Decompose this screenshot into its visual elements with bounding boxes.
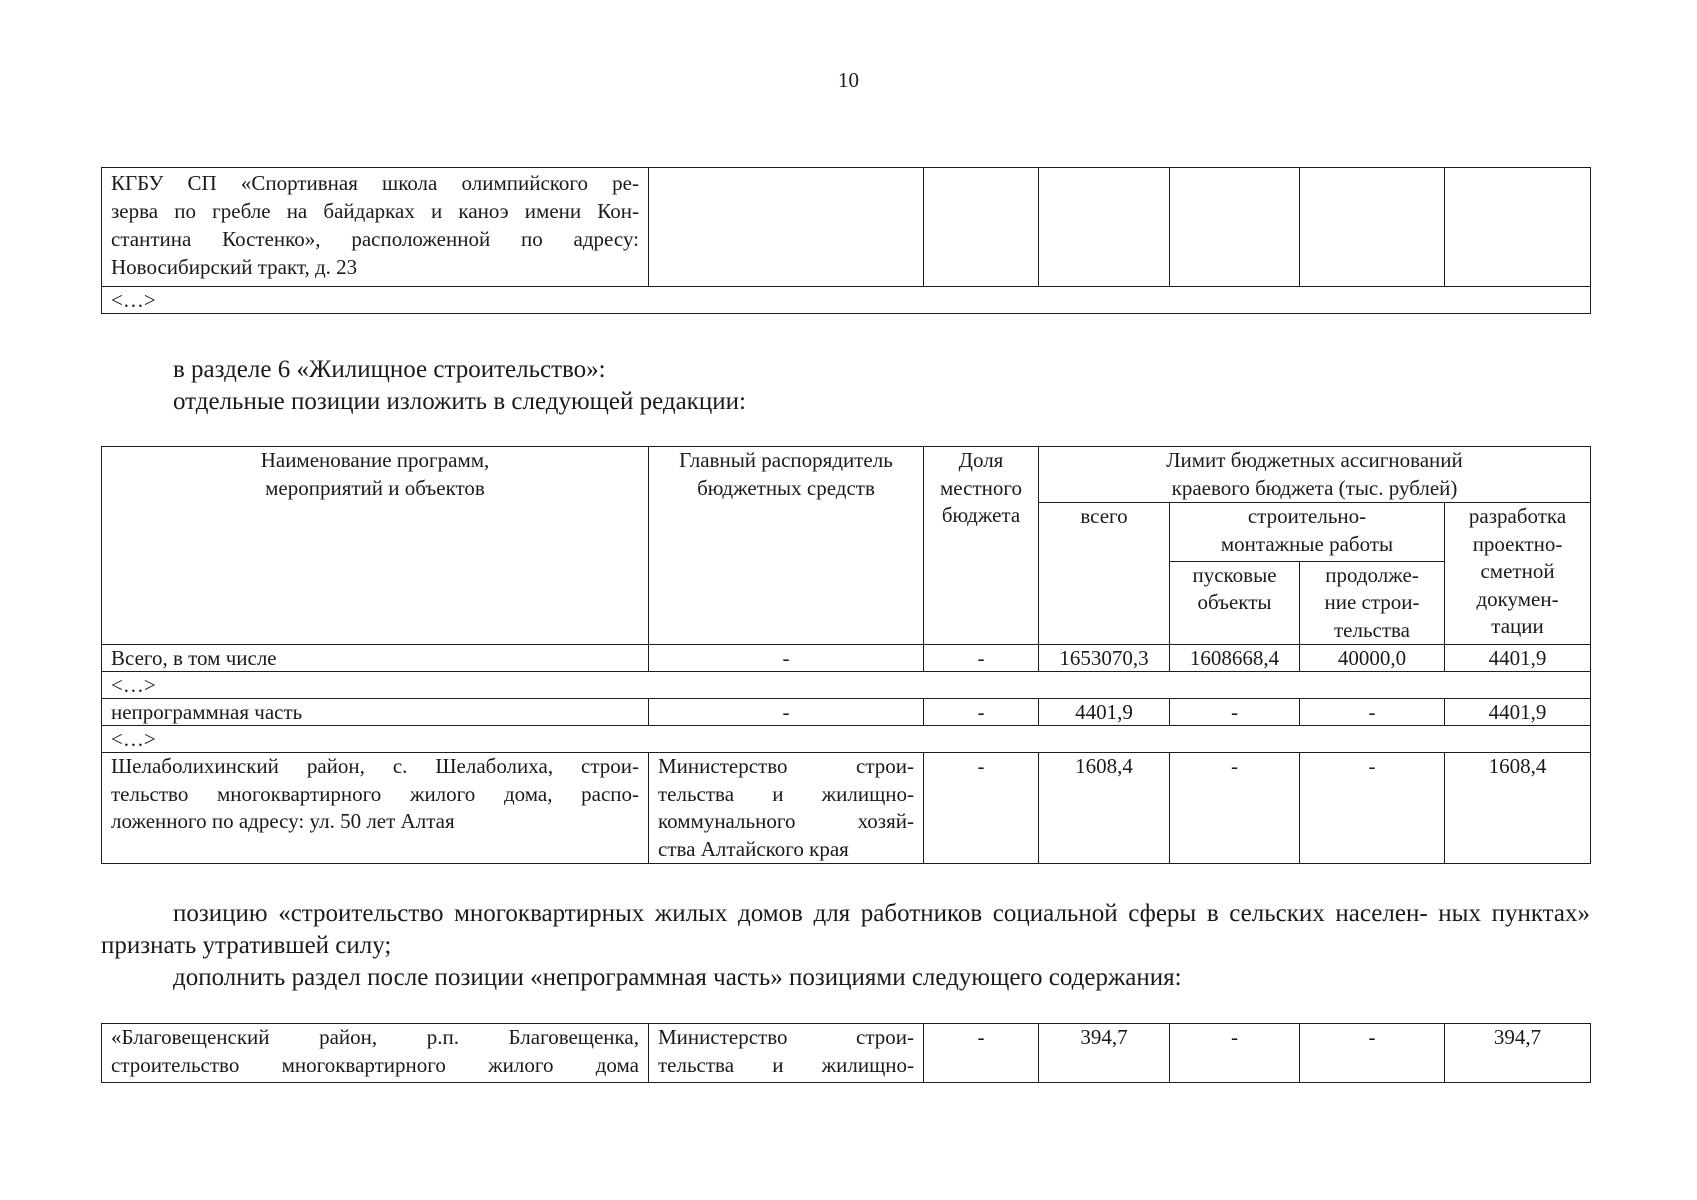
header-line: бюджетных средств bbox=[697, 475, 875, 500]
header-line: разработка bbox=[1468, 504, 1567, 528]
header-line: продолже- bbox=[1325, 562, 1419, 587]
empty-cell bbox=[649, 168, 924, 287]
row-total: 1653070,3 bbox=[1039, 645, 1170, 672]
row-local: - bbox=[924, 699, 1039, 726]
row-local: - bbox=[924, 753, 1039, 864]
table-row bbox=[102, 699, 1591, 726]
header-line: Наименование программ, bbox=[260, 448, 490, 472]
header-line: краевого бюджета (тыс. рублей) bbox=[1171, 475, 1458, 500]
header-continuation bbox=[1300, 561, 1445, 645]
distributor-line: тельства и жилищно- bbox=[658, 781, 914, 806]
distributor-line: тельства и жилищно- bbox=[658, 1052, 914, 1077]
row-launch: - bbox=[1170, 1024, 1300, 1083]
object-name-line: зерва по гребле на байдарках и каноэ имени Кон- bbox=[111, 199, 639, 223]
table-row bbox=[102, 168, 1591, 287]
row-name: Всего, в том числе bbox=[102, 645, 649, 672]
empty-cell bbox=[1445, 168, 1591, 287]
row-launch: - bbox=[1170, 699, 1300, 726]
header-line: монтажные работы bbox=[1220, 531, 1394, 556]
row-name-line: ложенного по адресу: ул. 50 лет Алтая bbox=[111, 809, 455, 833]
object-name-line: Новосибирский тракт, д. 23 bbox=[111, 255, 358, 279]
header-line: тации bbox=[1491, 614, 1544, 638]
header-line: проектно- bbox=[1472, 531, 1563, 556]
empty-cell bbox=[1039, 168, 1170, 287]
object-name-line: КГБУ СП «Спортивная школа олимпийского ре- bbox=[111, 171, 639, 195]
ellipsis-cell: <…> bbox=[102, 726, 1591, 753]
header-distributor bbox=[649, 447, 924, 645]
row-launch: 1608668,4 bbox=[1170, 645, 1300, 672]
row-distributor: - bbox=[649, 645, 924, 672]
row-distributor: - bbox=[649, 699, 924, 726]
header-line: Лимит бюджетных ассигнований bbox=[1166, 448, 1463, 472]
header-line: пусковые bbox=[1192, 562, 1277, 587]
position-line: позицию «строительство многоквартирных жилых домов для работников социальной сферы в сельских населен- bbox=[173, 900, 1428, 927]
header-name bbox=[102, 447, 649, 645]
blagoveshchensk-table bbox=[101, 1023, 1591, 1083]
row-name: непрограммная часть bbox=[102, 699, 649, 726]
empty-cell bbox=[1170, 168, 1300, 287]
object-name-cell bbox=[102, 168, 649, 287]
header-total: всего bbox=[1039, 503, 1170, 645]
empty-cell bbox=[1300, 168, 1445, 287]
section-heading: в разделе 6 «Жилищное строительство»: bbox=[173, 356, 606, 383]
header-line: сметной bbox=[1480, 559, 1555, 583]
table-row bbox=[102, 645, 1591, 672]
header-limit bbox=[1039, 447, 1591, 503]
row-design: 4401,9 bbox=[1445, 699, 1591, 726]
row-name bbox=[102, 1024, 649, 1083]
table-row bbox=[102, 726, 1591, 753]
header-line: докумен- bbox=[1476, 586, 1559, 611]
row-design: 1608,4 bbox=[1445, 753, 1591, 864]
header-line: Главный распорядитель bbox=[679, 448, 893, 472]
page-number: 10 bbox=[838, 68, 859, 92]
add-instruction: дополнить раздел после позиции «непрограммная часть» позициями следующего содержания: bbox=[173, 964, 1182, 991]
housing-construction-table bbox=[101, 446, 1591, 864]
row-launch: - bbox=[1170, 753, 1300, 864]
header-line: бюджета bbox=[941, 503, 1021, 527]
header-line: тельства bbox=[1333, 617, 1410, 642]
header-construction bbox=[1170, 503, 1445, 562]
header-line: местного bbox=[940, 475, 1022, 500]
row-design: 394,7 bbox=[1445, 1024, 1591, 1083]
row-name-line: «Благовещенский район, р.п. Благовещенка, bbox=[111, 1025, 639, 1049]
row-distributor bbox=[649, 753, 924, 864]
instruction-text: отдельные позиции изложить в следующей редакции: bbox=[173, 388, 746, 415]
table-row bbox=[102, 287, 1591, 314]
row-continuation: - bbox=[1300, 753, 1445, 864]
row-name-line: тельство многоквартирного жилого дома, распо- bbox=[111, 781, 639, 806]
table-row bbox=[102, 1024, 1591, 1083]
header-row bbox=[102, 447, 1591, 503]
row-continuation: 40000,0 bbox=[1300, 645, 1445, 672]
sports-school-table bbox=[101, 167, 1591, 314]
row-local: - bbox=[924, 1024, 1039, 1083]
header-line: мероприятий и объектов bbox=[265, 475, 485, 500]
header-line: ние строи- bbox=[1324, 590, 1420, 614]
object-name-line: стантина Костенко», расположенной по адресу: bbox=[111, 227, 639, 251]
empty-cell bbox=[924, 168, 1039, 287]
row-name bbox=[102, 753, 649, 864]
header-launch bbox=[1170, 561, 1300, 645]
row-continuation: - bbox=[1300, 699, 1445, 726]
row-name-line: Шелаболихинский район, с. Шелаболиха, строи- bbox=[111, 754, 639, 778]
distributor-line: Министерство строи- bbox=[658, 1025, 914, 1049]
row-distributor bbox=[649, 1024, 924, 1083]
row-total: 1608,4 bbox=[1039, 753, 1170, 864]
header-line: объекты bbox=[1197, 590, 1272, 614]
distributor-line: ства Алтайского края bbox=[658, 836, 849, 861]
distributor-line: Министерство строи- bbox=[658, 754, 914, 778]
row-name-line: строительство многоквартирного жилого дома bbox=[111, 1052, 639, 1077]
row-total: 4401,9 bbox=[1039, 699, 1170, 726]
row-total: 394,7 bbox=[1039, 1024, 1170, 1083]
position-line: ных пунктах» признать утратившей силу; bbox=[101, 900, 1591, 959]
distributor-line: коммунального хозяй- bbox=[658, 809, 914, 833]
header-local-share bbox=[924, 447, 1039, 645]
row-design: 4401,9 bbox=[1445, 645, 1591, 672]
header-design bbox=[1445, 503, 1591, 645]
header-line: Доля bbox=[958, 448, 1004, 472]
position-paragraph bbox=[101, 898, 1590, 962]
row-local: - bbox=[924, 645, 1039, 672]
table-row bbox=[102, 672, 1591, 699]
ellipsis-cell: <…> bbox=[102, 672, 1591, 699]
table-row bbox=[102, 753, 1591, 864]
row-continuation: - bbox=[1300, 1024, 1445, 1083]
header-line: строительно- bbox=[1247, 504, 1367, 528]
ellipsis-cell: <…> bbox=[102, 287, 1591, 314]
